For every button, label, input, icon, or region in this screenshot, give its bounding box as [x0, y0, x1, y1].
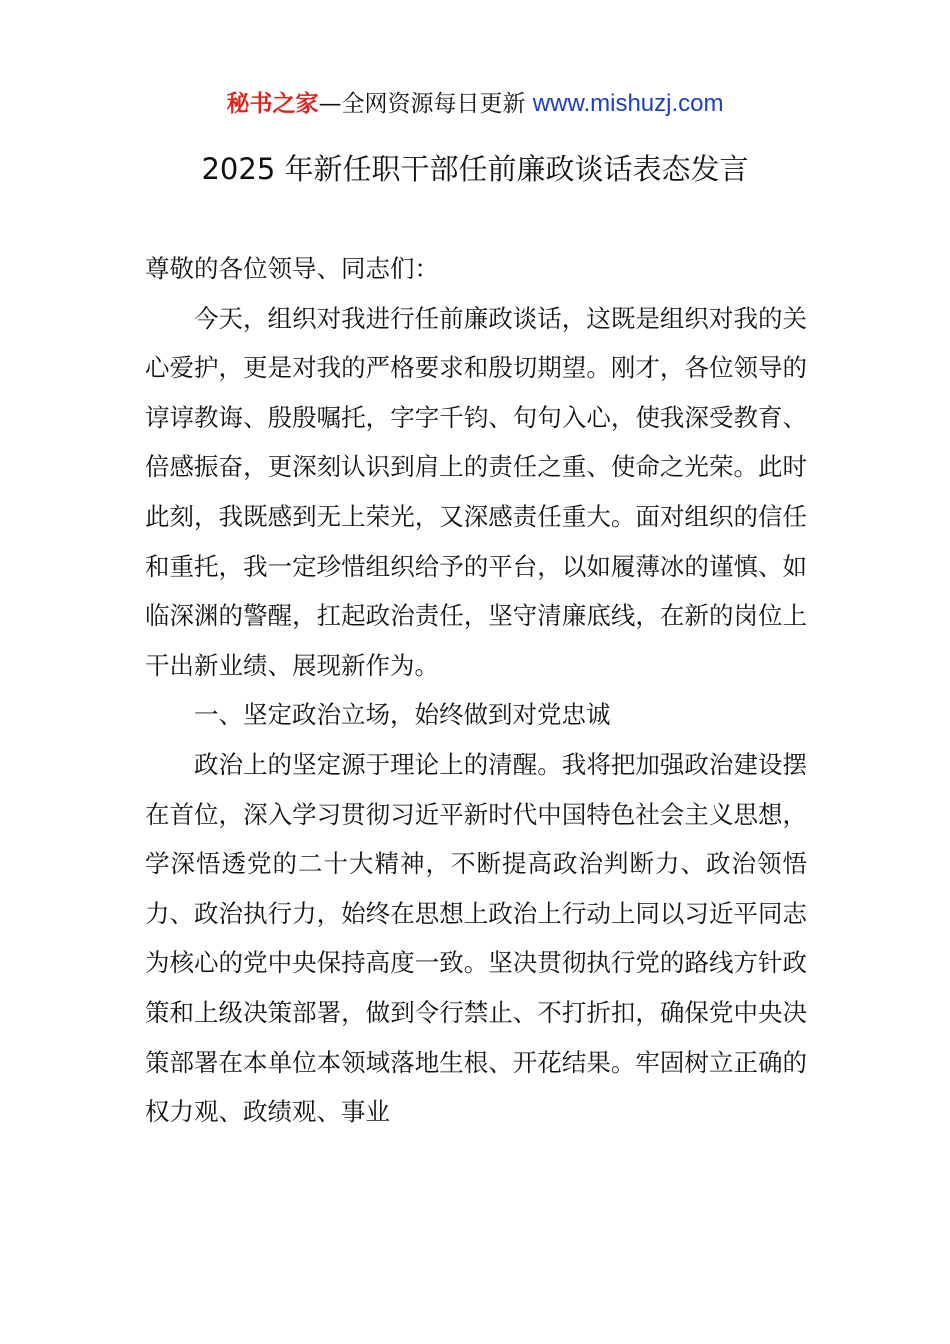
- site-url-link[interactable]: www.mishuzj.com: [532, 90, 724, 117]
- site-header: [0, 86, 950, 122]
- intro-paragraph: 今天，组织对我进行任前廉政谈话，这既是组织对我的关心爱护，更是对我的严格要求和殷切期望。刚才，各位领导的谆谆教诲、殷殷嘱托，字字千钧、句句入心，使我深受教育、倍感振奋，更深刻认识到肩上的责任之重、使命之光荣。此时此刻，我既感到无上荣光，又深感责任重大。面对组织的信任和重托，我一定珍惜组织给予的平台，以如履薄冰的谨慎、如临深渊的警醒，扛起政治责任，坚守清廉底线，在新的岗位上干出新业绩、展现新作为。: [145, 303, 807, 680]
- section-heading: 一、坚定政治立场，始终做到对党忠诚: [194, 700, 611, 730]
- document-body: [145, 244, 807, 1137]
- section-paragraph: 政治上的坚定源于理论上的清醒。我将把加强政治建设摆在首位，深入学习贯彻习近平新时代中国特色社会主义思想，学深悟透党的二十大精神，不断提高政治判断力、政治领悟力、政治执行力，始终在思想上政治上行动上同以习近平同志为核心的党中央保持高度一致。坚决贯彻执行党的路线方针政策和上级决策部署，做到令行禁止、不打折扣，确保党中央决策部署在本单位本领域落地生根、开花结果。牢固树立正确的权力观、政绩观、事业: [145, 749, 807, 1127]
- salutation: 尊敬的各位领导、同志们：: [145, 254, 439, 283]
- site-brand: 秘书之家: [226, 91, 319, 117]
- site-tagline: —全网资源每日更新: [318, 91, 533, 117]
- document-title: 2025 年新任职干部任前廉政谈话表态发言: [201, 152, 749, 186]
